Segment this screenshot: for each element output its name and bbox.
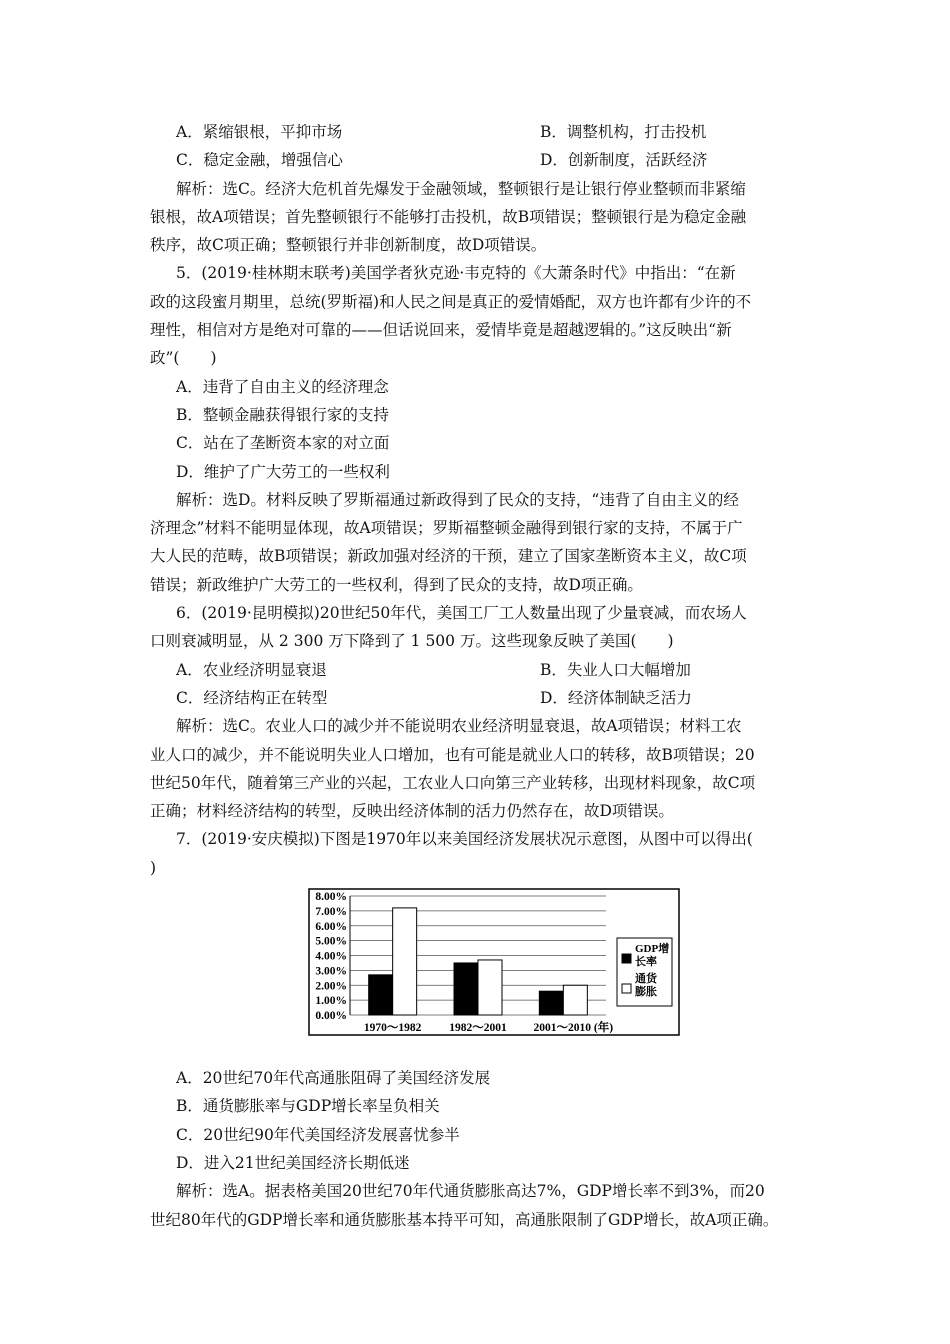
q6-option-d[interactable]: D．经济体制缺乏活力 [540, 688, 692, 707]
y-tick-label: 7.00% [315, 905, 347, 918]
legend-label: 长率 [635, 956, 657, 969]
x-tick-label: 1970～1982 [363, 1022, 422, 1035]
q7-option-a[interactable]: A．20世纪70年代高通胀阻碍了美国经济发展 [176, 1069, 491, 1088]
exam-page [150, 118, 820, 1234]
legend-label: 膨胀 [635, 986, 657, 999]
q5-option-d[interactable]: D．维护了广大劳工的一些权利 [176, 462, 390, 481]
bar-inflation [393, 908, 417, 1015]
y-tick-label: 4.00% [315, 950, 347, 963]
q6-explanation-line: 正确；材料经济结构的转型，反映出经济体制的活力仍然存在，故D项错误。 [150, 802, 674, 821]
y-tick-label: 2.00% [315, 980, 347, 993]
q5-option-c[interactable]: C．站在了垄断资本家的对立面 [176, 434, 390, 453]
legend-label: 通货 [635, 973, 657, 986]
y-tick-label: 6.00% [315, 920, 347, 933]
q5-option-a[interactable]: A．违背了自由主义的经济理念 [176, 377, 389, 396]
q7-option-c[interactable]: C．20世纪90年代美国经济发展喜忧参半 [176, 1125, 460, 1144]
economy-bar-chart [308, 888, 680, 1050]
q5-stem-line: 理性，相信对方是绝对可靠的——但话说回来，爱情毕竟是超越逻辑的。”这反映出“新 [150, 321, 732, 340]
legend-label: GDP增 [635, 943, 670, 956]
chart-container [150, 882, 820, 1064]
q7-stem-line: 7．(2019·安庆模拟)下图是1970年以来美国经济发展状况示意图，从图中可以得出( [176, 830, 753, 849]
q6-options-row-2 [150, 684, 820, 712]
q4-options-row-2 [150, 146, 820, 174]
y-tick-label: 1.00% [315, 995, 347, 1008]
legend-swatch [622, 984, 631, 993]
x-tick-label: 2001～2010 (年) [533, 1022, 614, 1035]
chart-x-labels [364, 1020, 613, 1034]
bar-gdp [454, 963, 478, 1015]
q4-option-d[interactable]: D．创新制度，活跃经济 [540, 151, 708, 170]
legend-swatch [622, 954, 631, 963]
q7-stem-line: ) [150, 858, 157, 877]
q4-explanation-line: 银根，故A项错误；首先整顿银行不能够打击投机，故B项错误；整顿银行是为稳定金融 [150, 207, 747, 226]
bar-inflation [478, 960, 502, 1015]
q4-options-row-1 [150, 118, 820, 146]
q5-explanation-line: 济理念”材料不能明显体现，故A项错误；罗斯福整顿金融得到银行家的支持，不属于广 [150, 519, 743, 538]
q6-options-row-1 [150, 656, 820, 684]
chart-y-ticks [315, 891, 347, 1022]
q6-explanation-line: 世纪50年代，随着第三产业的兴起，工农业人口向第三产业转移，出现材料现象，故C项 [150, 773, 756, 792]
q7-option-d[interactable]: D．进入21世纪美国经济长期低迷 [176, 1153, 410, 1172]
q6-stem-line: 6．(2019·昆明模拟)20世纪50年代，美国工厂工人数量出现了少量衰减，而农场人 [176, 604, 747, 623]
q4-option-c[interactable]: C．稳定金融，增强信心 [176, 151, 343, 170]
y-tick-label: 8.00% [315, 891, 347, 904]
bar-gdp [539, 991, 563, 1015]
q4-option-b[interactable]: B．调整机构，打击投机 [540, 123, 707, 141]
y-tick-label: 5.00% [315, 935, 347, 948]
q5-stem-line: 政”( ) [150, 349, 217, 368]
q5-explanation-line: 大人民的范畴，故B项错误；新政加强对经济的干预，建立了国家垄断资本主义，故C项 [150, 547, 747, 566]
q4-explanation-line: 解析：选C。经济大危机首先爆发于金融领域，整顿银行是让银行停业整顿而非紧缩 [176, 179, 746, 198]
q5-option-b[interactable]: B．整顿金融获得银行家的支持 [176, 405, 389, 424]
y-tick-label: 3.00% [315, 965, 347, 978]
q7-explanation-line: 解析：选A。据表格美国20世纪70年代通货膨胀高达7%，GDP增长率不到3%，而20 [176, 1182, 765, 1201]
q4-explanation-line: 秩序，故C项正确；整顿银行并非创新制度，故D项错误。 [150, 236, 547, 255]
q6-explanation-line: 解析：选C。农业人口的减少并不能说明农业经济明显衰退，故A项错误；材料工农 [176, 717, 742, 736]
bar-gdp [369, 975, 393, 1015]
x-tick-label: 1982～2001 [449, 1022, 507, 1035]
q6-explanation-line: 业人口的减少，并不能说明失业人口增加，也有可能是就业人口的转移，故B项错误；20 [150, 745, 755, 764]
q5-explanation-line: 解析：选D。材料反映了罗斯福通过新政得到了民众的支持，“违背了自由主义的经 [176, 490, 739, 509]
q4-option-a[interactable]: A．紧缩银根，平抑市场 [176, 123, 343, 141]
q5-explanation-line: 错误；新政维护广大劳工的一些权利，得到了民众的支持，故D项正确。 [150, 575, 643, 594]
q7-explanation-line: 世纪80年代的GDP增长率和通货膨胀基本持平可知，高通胀限制了GDP增长，故A项正确。 [150, 1210, 779, 1229]
q5-stem-line: 政的这段蜜月期里，总统(罗斯福)和人民之间是真正的爱情婚配，双方也许都有少许的不 [150, 292, 752, 311]
bar-inflation [563, 985, 587, 1015]
chart-legend [617, 938, 672, 1006]
q7-option-b[interactable]: B．通货膨胀率与GDP增长率呈负相关 [176, 1097, 440, 1116]
y-tick-label: 0.00% [315, 1010, 347, 1023]
q6-option-c[interactable]: C．经济结构正在转型 [176, 688, 328, 707]
q6-stem-line: 口则衰减明显，从 2 300 万下降到了 1 500 万。这些现象反映了美国( ) [150, 632, 674, 651]
q6-option-a[interactable]: A．农业经济明显衰退 [176, 660, 327, 679]
q5-stem-line: 5．(2019·桂林期末联考)美国学者狄克逊·韦克特的《大萧条时代》中指出：“在新 [176, 264, 736, 283]
q6-option-b[interactable]: B．失业人口大幅增加 [540, 660, 691, 679]
